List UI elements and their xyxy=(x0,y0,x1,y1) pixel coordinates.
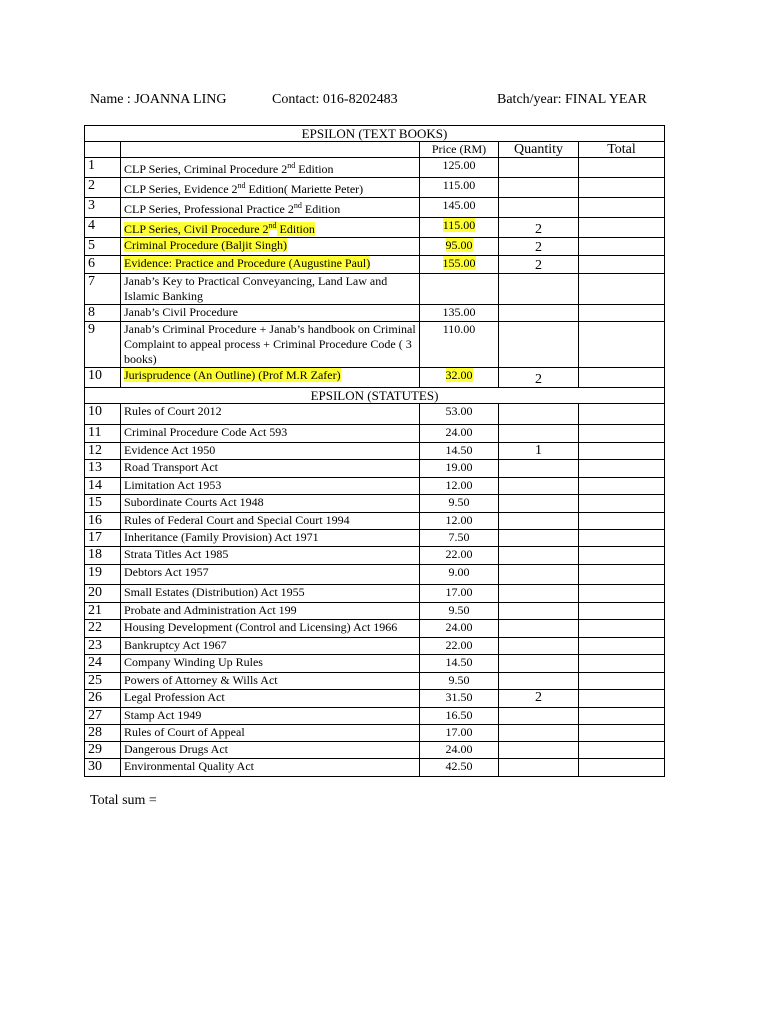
book-title xyxy=(121,305,420,322)
student-info-header xyxy=(0,92,768,110)
statute-title: Legal Profession Act xyxy=(121,690,420,708)
row-number: 30 xyxy=(85,759,121,777)
total-cell xyxy=(579,759,665,777)
row-number: 11 xyxy=(85,425,121,443)
book-title xyxy=(121,158,420,178)
price-value: 135.00 xyxy=(442,305,476,319)
price-cell: 14.50 xyxy=(420,655,499,673)
book-title xyxy=(121,238,420,256)
total-cell xyxy=(579,690,665,708)
quantity-cell xyxy=(499,565,579,585)
price-cell: 7.50 xyxy=(420,530,499,547)
quantity-cell xyxy=(499,425,579,443)
row-number: 18 xyxy=(85,547,121,565)
quantity-cell xyxy=(499,603,579,620)
row-number: 3 xyxy=(85,198,121,218)
quantity-cell: 2 xyxy=(499,218,579,238)
book-title-text: CLP Series, Criminal Procedure 2 xyxy=(124,162,288,176)
textbook-row xyxy=(85,218,665,238)
textbook-row xyxy=(85,368,665,388)
price-cell: 22.00 xyxy=(420,547,499,565)
statute-row xyxy=(85,460,665,478)
statute-row xyxy=(85,513,665,530)
book-title-text: Jurisprudence (An Outline) (Prof M.R Zafer) xyxy=(124,368,341,382)
row-number: 20 xyxy=(85,585,121,603)
book-title-text: CLP Series, Professional Practice 2 xyxy=(124,202,294,216)
total-cell xyxy=(579,708,665,725)
quantity-cell xyxy=(499,274,579,305)
total-cell xyxy=(579,238,665,256)
textbook-row xyxy=(85,238,665,256)
row-number: 4 xyxy=(85,218,121,238)
book-title-text: CLP Series, Civil Procedure 2 xyxy=(124,222,269,236)
price-cell: 14.50 xyxy=(420,443,499,460)
quantity-cell xyxy=(499,655,579,673)
statute-title: Dangerous Drugs Act xyxy=(121,742,420,759)
row-number: 29 xyxy=(85,742,121,759)
statute-title: Company Winding Up Rules xyxy=(121,655,420,673)
price-value: 110.00 xyxy=(442,322,476,336)
price-cell: 9.50 xyxy=(420,495,499,513)
total-cell xyxy=(579,305,665,322)
book-title-suffix: Edition xyxy=(276,222,315,236)
quantity-cell xyxy=(499,322,579,368)
quantity-cell xyxy=(499,638,579,655)
total-sum-label: Total sum = xyxy=(90,793,157,808)
price-cell xyxy=(420,305,499,322)
price-cell: 24.00 xyxy=(420,620,499,638)
price-value: 95.00 xyxy=(445,238,473,252)
book-title-text: Janab’s Civil Procedure xyxy=(124,305,238,319)
total-cell xyxy=(579,460,665,478)
price-cell: 17.00 xyxy=(420,585,499,603)
statute-row xyxy=(85,690,665,708)
quantity-cell xyxy=(499,513,579,530)
book-title-text: CLP Series, Evidence 2 xyxy=(124,182,238,196)
price-cell: 17.00 xyxy=(420,725,499,742)
total-cell xyxy=(579,547,665,565)
student-name: Name : JOANNA LING xyxy=(90,92,227,107)
book-title xyxy=(121,218,420,238)
statutes-section-title: EPSILON (STATUTES) xyxy=(85,388,665,404)
textbook-row xyxy=(85,305,665,322)
statute-row xyxy=(85,547,665,565)
price-cell: 9.50 xyxy=(420,603,499,620)
edition-superscript: nd xyxy=(237,181,246,190)
book-title xyxy=(121,198,420,218)
row-number: 8 xyxy=(85,305,121,322)
statute-row xyxy=(85,638,665,655)
statute-title: Strata Titles Act 1985 xyxy=(121,547,420,565)
book-title-text: Janab’s Criminal Procedure + Janab’s handbook on Criminal Complaint to appeal process + Criminal Procedure Code ( 3 books) xyxy=(124,322,416,366)
row-number: 5 xyxy=(85,238,121,256)
row-number: 28 xyxy=(85,725,121,742)
statute-title: Criminal Procedure Code Act 593 xyxy=(121,425,420,443)
statute-row xyxy=(85,425,665,443)
total-cell xyxy=(579,322,665,368)
quantity-cell: 1 xyxy=(499,443,579,460)
statute-row xyxy=(85,620,665,638)
edition-superscript: nd xyxy=(287,161,296,170)
row-number: 27 xyxy=(85,708,121,725)
statute-row xyxy=(85,585,665,603)
statute-row xyxy=(85,655,665,673)
quantity-cell xyxy=(499,158,579,178)
statute-title: Evidence Act 1950 xyxy=(121,443,420,460)
row-number: 24 xyxy=(85,655,121,673)
total-cell xyxy=(579,638,665,655)
total-cell xyxy=(579,565,665,585)
statute-title: Powers of Attorney & Wills Act xyxy=(121,673,420,690)
total-cell xyxy=(579,603,665,620)
book-title-text: Criminal Procedure (Baljit Singh) xyxy=(124,238,287,252)
row-number: 6 xyxy=(85,256,121,274)
total-cell xyxy=(579,218,665,238)
total-cell xyxy=(579,256,665,274)
total-cell xyxy=(579,178,665,198)
statute-row xyxy=(85,759,665,777)
quantity-cell xyxy=(499,495,579,513)
statute-title: Rules of Court 2012 xyxy=(121,404,420,425)
statute-row xyxy=(85,530,665,547)
statute-row xyxy=(85,495,665,513)
row-number: 1 xyxy=(85,158,121,178)
price-cell xyxy=(420,274,499,305)
price-cell xyxy=(420,368,499,388)
statute-row xyxy=(85,404,665,425)
total-cell xyxy=(579,620,665,638)
header-blank-no xyxy=(85,142,121,158)
total-cell xyxy=(579,478,665,495)
book-title xyxy=(121,178,420,198)
total-cell xyxy=(579,742,665,759)
quantity-cell xyxy=(499,198,579,218)
row-number: 10 xyxy=(85,404,121,425)
quantity-cell xyxy=(499,478,579,495)
column-header-row xyxy=(85,142,665,158)
total-cell xyxy=(579,274,665,305)
textbook-row xyxy=(85,322,665,368)
row-number: 10 xyxy=(85,368,121,388)
statute-row xyxy=(85,565,665,585)
book-title-text: Janab’s Key to Practical Conveyancing, Land Law and Islamic Banking xyxy=(124,274,388,303)
statute-row xyxy=(85,478,665,495)
book-title-suffix: Edition xyxy=(295,162,334,176)
student-contact: Contact: 016-8202483 xyxy=(272,92,398,107)
quantity-cell xyxy=(499,759,579,777)
price-cell xyxy=(420,322,499,368)
quantity-cell xyxy=(499,725,579,742)
book-title-suffix: Edition xyxy=(301,202,341,216)
quantity-cell xyxy=(499,530,579,547)
quantity-cell: 2 xyxy=(499,368,579,388)
statute-row xyxy=(85,708,665,725)
statute-title: Bankruptcy Act 1967 xyxy=(121,638,420,655)
total-cell xyxy=(579,585,665,603)
statute-title: Housing Development (Control and Licensing) Act 1966 xyxy=(121,620,420,638)
statute-row xyxy=(85,725,665,742)
price-cell xyxy=(420,238,499,256)
total-cell xyxy=(579,725,665,742)
price-value: 115.00 xyxy=(442,218,476,232)
row-number: 14 xyxy=(85,478,121,495)
price-cell: 24.00 xyxy=(420,425,499,443)
row-number: 9 xyxy=(85,322,121,368)
price-cell xyxy=(420,198,499,218)
total-cell xyxy=(579,404,665,425)
statute-title: Rules of Court of Appeal xyxy=(121,725,420,742)
book-title xyxy=(121,256,420,274)
quantity-cell xyxy=(499,708,579,725)
total-cell xyxy=(579,513,665,530)
price-cell: 16.50 xyxy=(420,708,499,725)
total-cell xyxy=(579,198,665,218)
statute-title: Subordinate Courts Act 1948 xyxy=(121,495,420,513)
row-number: 19 xyxy=(85,565,121,585)
statute-row xyxy=(85,443,665,460)
quantity-cell xyxy=(499,673,579,690)
price-cell: 31.50 xyxy=(420,690,499,708)
price-cell: 9.50 xyxy=(420,673,499,690)
total-cell xyxy=(579,443,665,460)
row-number: 15 xyxy=(85,495,121,513)
statute-title: Rules of Federal Court and Special Court 1994 xyxy=(121,513,420,530)
price-cell: 53.00 xyxy=(420,404,499,425)
quantity-cell: 2 xyxy=(499,256,579,274)
statute-row xyxy=(85,742,665,759)
price-value: 155.00 xyxy=(442,256,476,270)
textbooks-section-row xyxy=(85,126,665,142)
price-cell: 24.00 xyxy=(420,742,499,759)
total-cell xyxy=(579,425,665,443)
quantity-cell xyxy=(499,178,579,198)
price-cell: 22.00 xyxy=(420,638,499,655)
price-column-header: Price (RM) xyxy=(420,142,499,158)
book-title xyxy=(121,322,420,368)
price-value: 145.00 xyxy=(442,198,476,212)
price-cell xyxy=(420,158,499,178)
row-number: 26 xyxy=(85,690,121,708)
statute-title: Road Transport Act xyxy=(121,460,420,478)
quantity-cell xyxy=(499,460,579,478)
textbooks-section-title: EPSILON (TEXT BOOKS) xyxy=(85,126,665,142)
book-title xyxy=(121,368,420,388)
row-number: 23 xyxy=(85,638,121,655)
edition-superscript: nd xyxy=(268,221,277,230)
row-number: 2 xyxy=(85,178,121,198)
price-cell: 12.00 xyxy=(420,478,499,495)
statute-title: Stamp Act 1949 xyxy=(121,708,420,725)
statute-row xyxy=(85,603,665,620)
total-cell xyxy=(579,368,665,388)
quantity-cell xyxy=(499,404,579,425)
price-cell: 12.00 xyxy=(420,513,499,530)
row-number: 13 xyxy=(85,460,121,478)
total-cell xyxy=(579,530,665,547)
statute-title: Environmental Quality Act xyxy=(121,759,420,777)
row-number: 25 xyxy=(85,673,121,690)
statute-row xyxy=(85,673,665,690)
price-cell xyxy=(420,256,499,274)
quantity-cell: 2 xyxy=(499,690,579,708)
quantity-cell: 2 xyxy=(499,238,579,256)
price-cell: 19.00 xyxy=(420,460,499,478)
book-title-suffix: Edition( Mariette Peter) xyxy=(245,182,364,196)
row-number: 21 xyxy=(85,603,121,620)
edition-superscript: nd xyxy=(293,201,302,210)
price-cell: 42.50 xyxy=(420,759,499,777)
total-cell xyxy=(579,158,665,178)
textbook-row xyxy=(85,274,665,305)
student-batch-year: Batch/year: FINAL YEAR xyxy=(497,92,647,107)
quantity-cell xyxy=(499,305,579,322)
row-number: 12 xyxy=(85,443,121,460)
statutes-section-row xyxy=(85,388,665,404)
book-title-text: Evidence: Practice and Procedure (Augustine Paul) xyxy=(124,256,371,270)
price-cell xyxy=(420,218,499,238)
book-order-table xyxy=(84,125,665,777)
textbook-row xyxy=(85,158,665,178)
row-number: 7 xyxy=(85,274,121,305)
total-cell xyxy=(579,655,665,673)
textbook-row xyxy=(85,178,665,198)
header-blank-title xyxy=(121,142,420,158)
statute-title: Small Estates (Distribution) Act 1955 xyxy=(121,585,420,603)
total-cell xyxy=(579,495,665,513)
row-number: 17 xyxy=(85,530,121,547)
statute-title: Debtors Act 1957 xyxy=(121,565,420,585)
quantity-cell xyxy=(499,742,579,759)
quantity-column-header: Quantity xyxy=(499,142,579,158)
row-number: 22 xyxy=(85,620,121,638)
total-column-header: Total xyxy=(579,142,665,158)
total-cell xyxy=(579,673,665,690)
price-value: 125.00 xyxy=(442,158,476,172)
statute-title: Inheritance (Family Provision) Act 1971 xyxy=(121,530,420,547)
price-cell xyxy=(420,178,499,198)
textbook-row xyxy=(85,198,665,218)
price-value: 32.00 xyxy=(445,368,473,382)
price-cell: 9.00 xyxy=(420,565,499,585)
statute-title: Probate and Administration Act 199 xyxy=(121,603,420,620)
statute-title: Limitation Act 1953 xyxy=(121,478,420,495)
price-value: 115.00 xyxy=(442,178,476,192)
quantity-cell xyxy=(499,585,579,603)
quantity-cell xyxy=(499,620,579,638)
quantity-cell xyxy=(499,547,579,565)
book-title xyxy=(121,274,420,305)
row-number: 16 xyxy=(85,513,121,530)
textbook-row xyxy=(85,256,665,274)
